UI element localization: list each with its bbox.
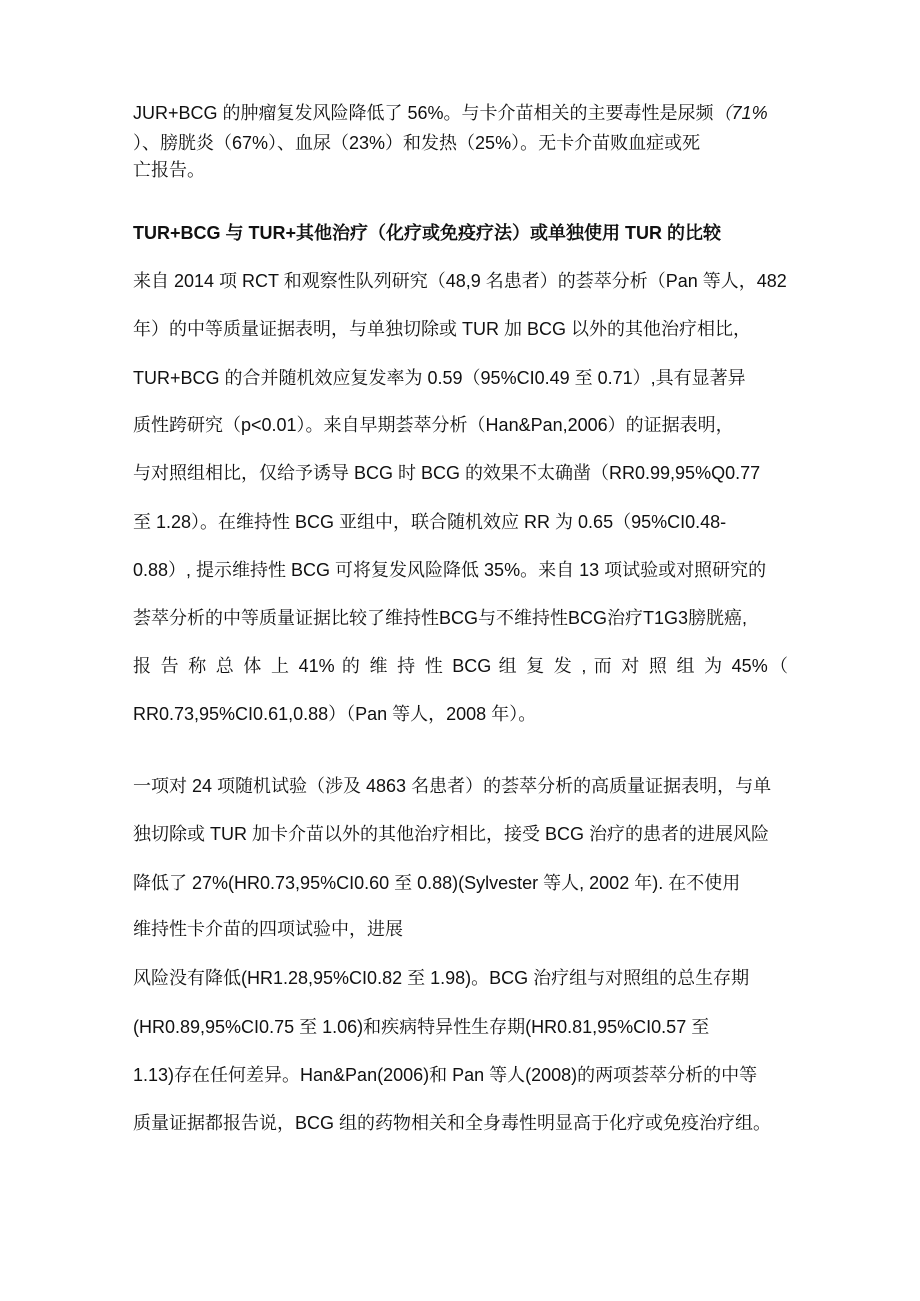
- paragraph-3-line-7: 1.13)存在任何差异。Han&Pan(2006)和 Pan 等人(2008)的两项荟萃分析的中等: [133, 1065, 758, 1085]
- paragraph-1-line-2: ）、膀胱炎（67%）、血尿（23%）和发热（25%）。无卡介苗败血症或死: [133, 133, 701, 153]
- paragraph-2-line-1: 来自 2014 项 RCT 和观察性队列研究（48,9 名患者）的荟萃分析（Pan 等人，482: [133, 271, 787, 291]
- paragraph-1-line-3: 亡报告。: [133, 160, 205, 180]
- paragraph-2-line-9: 报 告 称 总 体 上 41% 的 维 持 性 BCG 组 复 发 , 而 对 照 组 为 45%（: [133, 656, 788, 676]
- paragraph-2-line-4: 质性跨研究（p<0.01）。来自早期荟萃分析（Han&Pan,2006）的证据表明，: [133, 415, 734, 435]
- paragraph-1-line-1-text: JUR+BCG 的肿瘤复发风险降低了 56%。与卡介苗相关的主要毒性是尿频: [133, 103, 714, 123]
- paragraph-1-line-1: [133, 102, 768, 124]
- paragraph-2-line-6: 至 1.28）。在维持性 BCG 亚组中，联合随机效应 RR 为 0.65（95%CI0.48-: [133, 512, 727, 532]
- section-heading: TUR+BCG 与 TUR+其他治疗（化疗或免疫疗法）或单独使用 TUR 的比较: [133, 223, 722, 243]
- paragraph-2-line-10: RR0.73,95%CI0.61,0.88）（Pan 等人，2008 年）。: [133, 704, 537, 724]
- paragraph-2-line-7: 0.88）, 提示维持性 BCG 可将复发风险降低 35%。来自 13 项试验或对照研究的: [133, 560, 767, 580]
- paragraph-3-line-3: 降低了 27%(HR0.73,95%CI0.60 至 0.88)(Sylvester 等人, 2002 年). 在不使用: [133, 873, 741, 893]
- paragraph-2-line-2: 年）的中等质量证据表明，与单独切除或 TUR 加 BCG 以外的其他治疗相比，: [133, 319, 751, 339]
- paragraph-3-line-6: (HR0.89,95%CI0.75 至 1.06)和疾病特异性生存期(HR0.81,95%CI0.57 至: [133, 1017, 710, 1037]
- paragraph-3-line-4: 维持性卡介苗的四项试验中，进展: [133, 919, 403, 939]
- paragraph-3-line-5: 风险没有降低(HR1.28,95%CI0.82 至 1.98)。BCG 治疗组与对照组的总生存期: [133, 968, 750, 988]
- paragraph-2-line-8: 荟萃分析的中等质量证据比较了维持性BCG与不维持性BCG治疗T1G3膀胱癌,: [133, 608, 748, 628]
- paragraph-2-line-5: 与对照组相比，仅给予诱导 BCG 时 BCG 的效果不太确凿（RR0.99,95%Q0.77: [133, 463, 761, 483]
- paragraph-3-line-2: 独切除或 TUR 加卡介苗以外的其他治疗相比，接受 BCG 治疗的患者的进展风险: [133, 824, 769, 844]
- paragraph-3-line-8: 质量证据都报告说，BCG 组的药物相关和全身毒性明显高于化疗或免疫治疗组。: [133, 1113, 772, 1133]
- paragraph-2-line-3: TUR+BCG 的合并随机效应复发率为 0.59（95%CI0.49 至 0.71）,具有显著异: [133, 368, 746, 388]
- paragraph-3-line-1: 一项对 24 项随机试验（涉及 4863 名患者）的荟萃分析的高质量证据表明，与单: [133, 776, 772, 796]
- paragraph-1-line-1-italic: （71%: [713, 103, 768, 123]
